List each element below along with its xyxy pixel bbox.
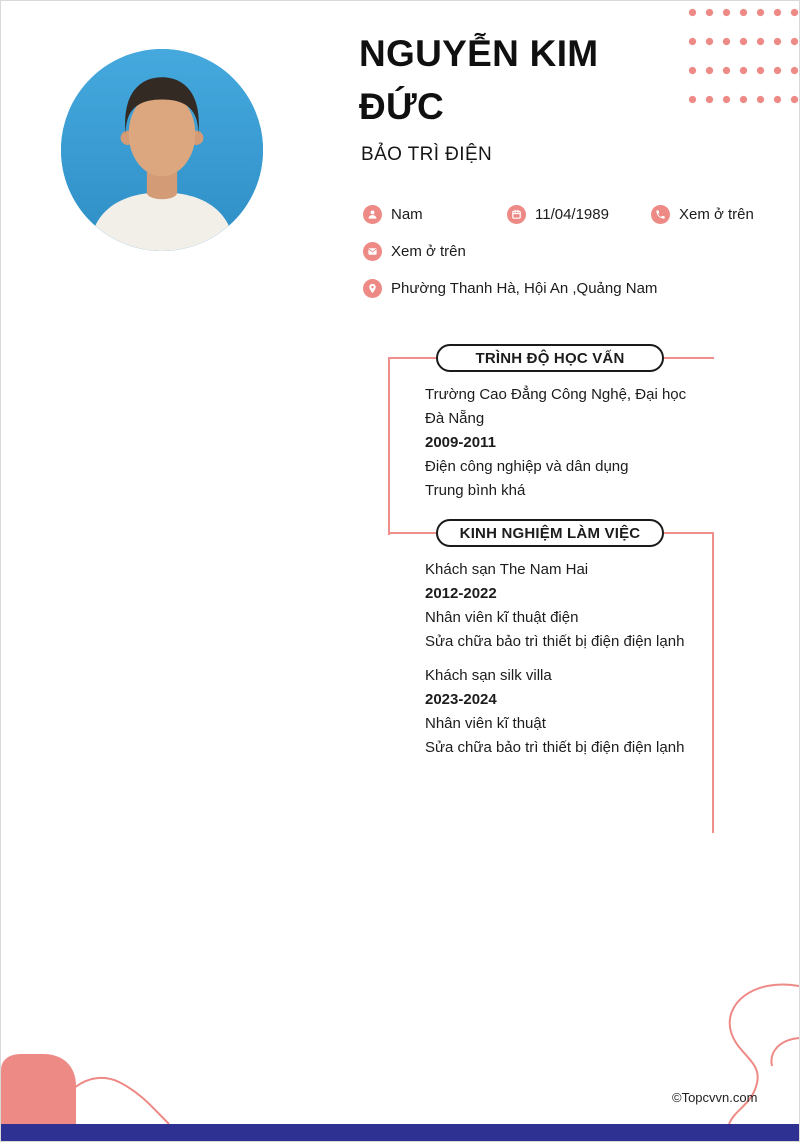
person-icon [363,205,382,224]
section-connector-line [712,532,714,833]
info-phone [651,204,754,224]
job-period: 2012-2022 [425,585,497,602]
phone-icon [651,205,670,224]
school-name: Trường Cao Đẳng Công Nghệ, Đại học Đà Nẵng [425,386,687,427]
dots-decoration [684,0,800,118]
corner-blob-decoration [1,1052,201,1124]
calendar-icon [507,205,526,224]
location-pin-icon [363,279,382,298]
bottom-blue-bar [1,1124,799,1141]
job-description: Sửa chữa bảo trì thiết bị điện điện lạnh [425,739,685,756]
watermark-credit: ©Topcvvn.com [672,1090,758,1105]
info-gender [363,204,423,224]
section-title-education: TRÌNH ĐỘ HỌC VẤN [436,344,664,372]
section-connector-line [388,357,436,359]
info-address [363,278,657,298]
job-role: Nhân viên kĩ thuật [425,715,546,732]
education-period: 2009-2011 [425,434,496,451]
company-name: Khách sạn The Nam Hai [425,561,589,578]
job-role: Nhân viên kĩ thuật điện [425,609,579,626]
education-grade: Trung bình khá [425,482,526,499]
info-email [363,241,466,261]
job-period: 2023-2024 [425,691,497,708]
gender-value: Nam [391,205,423,223]
education-section [425,383,697,503]
section-title-experience: KINH NGHIỆM LÀM VIỆC [436,519,664,547]
section-connector-line [664,357,714,359]
email-value: Xem ở trên [391,242,466,260]
phone-value: Xem ở trên [679,205,754,223]
person-portrait-illustration [61,49,263,251]
job-title: BẢO TRÌ ĐIỆN [361,144,493,165]
company-name: Khách sạn silk villa [425,667,552,684]
address-value: Phường Thanh Hà, Hội An ,Quảng Nam [391,279,658,297]
job-description: Sửa chữa bảo trì thiết bị điện điện lạnh [425,633,685,650]
section-connector-line [388,532,436,534]
mail-icon [363,242,382,261]
experience-entry [425,558,697,654]
education-entry [425,383,697,503]
info-birthday [507,204,609,224]
profile-photo [61,49,263,251]
birthday-value: 11/04/1989 [535,205,609,223]
section-connector-line [664,532,714,534]
candidate-name: NGUYỄN KIM ĐỨC [359,33,599,127]
experience-section [425,558,697,760]
education-major: Điện công nghiệp và dân dụng [425,458,629,475]
section-connector-line [388,357,390,535]
experience-entry [425,664,697,760]
